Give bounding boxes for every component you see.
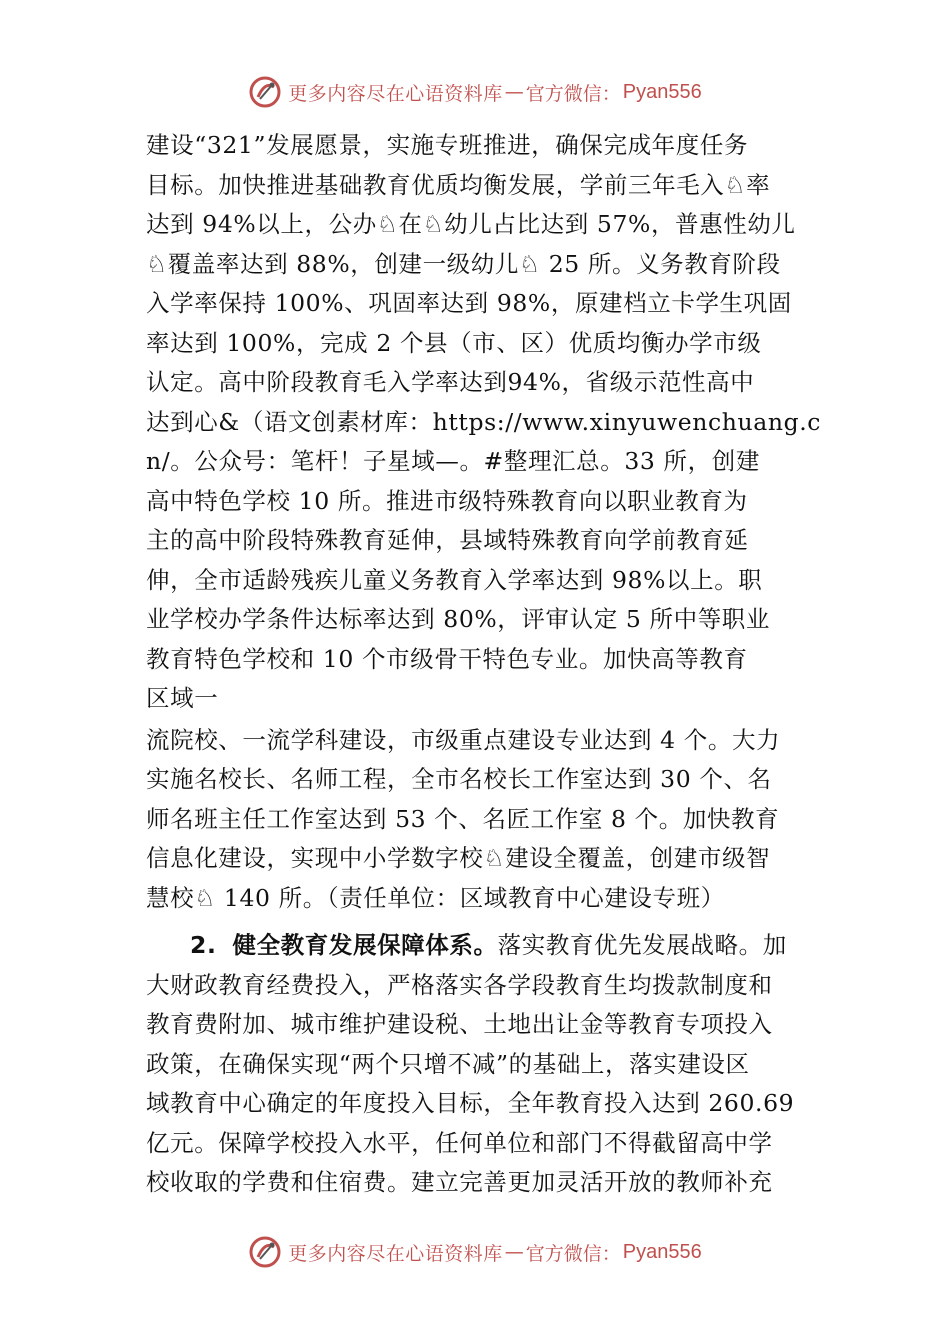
text-line: 实施名校长、名师工程，全市名校长工作室达到 30 个、名 [146, 765, 772, 793]
text-line: 率达到 100%，完成 2 个县（市、区）优质均衡办学市级 [146, 328, 762, 357]
logo-icon [248, 75, 282, 109]
paragraph-heading: 健全教育发展保障体系。 [232, 931, 498, 959]
text-line: 区域一 [146, 684, 219, 712]
footer-wechat-label: 官方微信： [525, 1242, 621, 1265]
text-line: 师名班主任工作室达到 53 个、名匠工作室 8 个。加快教育 [146, 804, 780, 833]
text-line: 亿元。保障学校投入水平，任何单位和部门不得截留高中学 [146, 1128, 773, 1157]
footer-banner-text: 更多内容尽在心语资料库 [288, 1242, 503, 1265]
text-line: 域教育中心确定的年度投入目标，全年教育投入达到 260.69 [146, 1089, 795, 1117]
text-line: 大财政教育经费投入，严格落实各学段教育生均拨款制度和 [146, 970, 773, 999]
text-line: 目标。加快推进基础教育优质均衡发展，学前三年毛入♘率 [146, 170, 771, 199]
text-line: 建设“321”发展愿景，实施专班推进，确保完成年度任务 [146, 131, 749, 159]
text-line: 政策，在确保实现“两个只增不减”的基础上，落实建设区 [146, 1049, 750, 1078]
text-line: 教育特色学校和 10 个市级骨干特色专业。加快高等教育 [146, 644, 748, 673]
text-line: 教育费附加、城市维护建设税、土地出让金等教育专项投入 [146, 1010, 773, 1038]
text-line: 业学校办学条件达标率达到 80%，评审认定 5 所中等职业 [146, 605, 770, 633]
text-line: ♘覆盖率达到 88%，创建一级幼儿♘ 25 所。义务教育阶段 [146, 249, 781, 278]
text-line: 认定。高中阶段教育毛入学率达到94%，省级示范性高中 [146, 368, 755, 396]
footer-banner [0, 1232, 950, 1272]
header-banner [0, 72, 950, 112]
text-line: 流院校、一流学科建设，市级重点建设专业达到 4 个。大力 [146, 725, 781, 754]
text-line: 信息化建设，实现中小学数字校♘建设全覆盖，创建市级智 [146, 844, 771, 872]
text-line: 入学率保持 100%、巩固率达到 98%，原建档立卡学生巩固 [146, 289, 792, 317]
text-line: n/。公众号：笔杆！子星域—。#整理汇总。33 所，创建 [146, 447, 760, 475]
header-banner-text: 更多内容尽在心语资料库 [288, 82, 503, 105]
paragraph-2-first-rest: 落实教育优先发展战略。加 [497, 931, 787, 959]
text-line: 高中特色学校 10 所。推进市级特殊教育向以职业教育为 [146, 486, 748, 515]
paragraph-2 [146, 926, 836, 1203]
text-line: 达到心&（语文创素材库：https://www.xinyuwenchuang.c [146, 407, 822, 436]
paragraph-2-lines [146, 966, 836, 1203]
text-line: 校收取的学费和住宿费。建立完善更加灵活开放的教师补充 [146, 1168, 773, 1196]
paragraph-2-first-line [146, 926, 836, 966]
logo-icon [248, 1235, 282, 1269]
text-line: 主的高中阶段特殊教育延伸，县域特殊教育向学前教育延 [146, 526, 749, 554]
text-line: 伸，全市适龄残疾儿童义务教育入学率达到 98%以上。职 [146, 565, 763, 594]
document-body [146, 126, 836, 1203]
paragraph-1 [146, 126, 836, 918]
text-line: 慧校♘ 140 所。（责任单位：区域教育中心建设专班） [146, 883, 725, 912]
text-line: 达到 94%以上，公办♘在♘幼儿占比达到 57%，普惠性幼儿 [146, 210, 796, 238]
header-banner-separator: — [504, 81, 524, 103]
list-number: 2. [190, 931, 217, 959]
footer-banner-separator: — [504, 1241, 524, 1263]
header-wechat-label: 官方微信： [525, 82, 621, 105]
header-wechat-id: Pyan556 [622, 80, 702, 103]
footer-wechat-id: Pyan556 [622, 1240, 702, 1263]
